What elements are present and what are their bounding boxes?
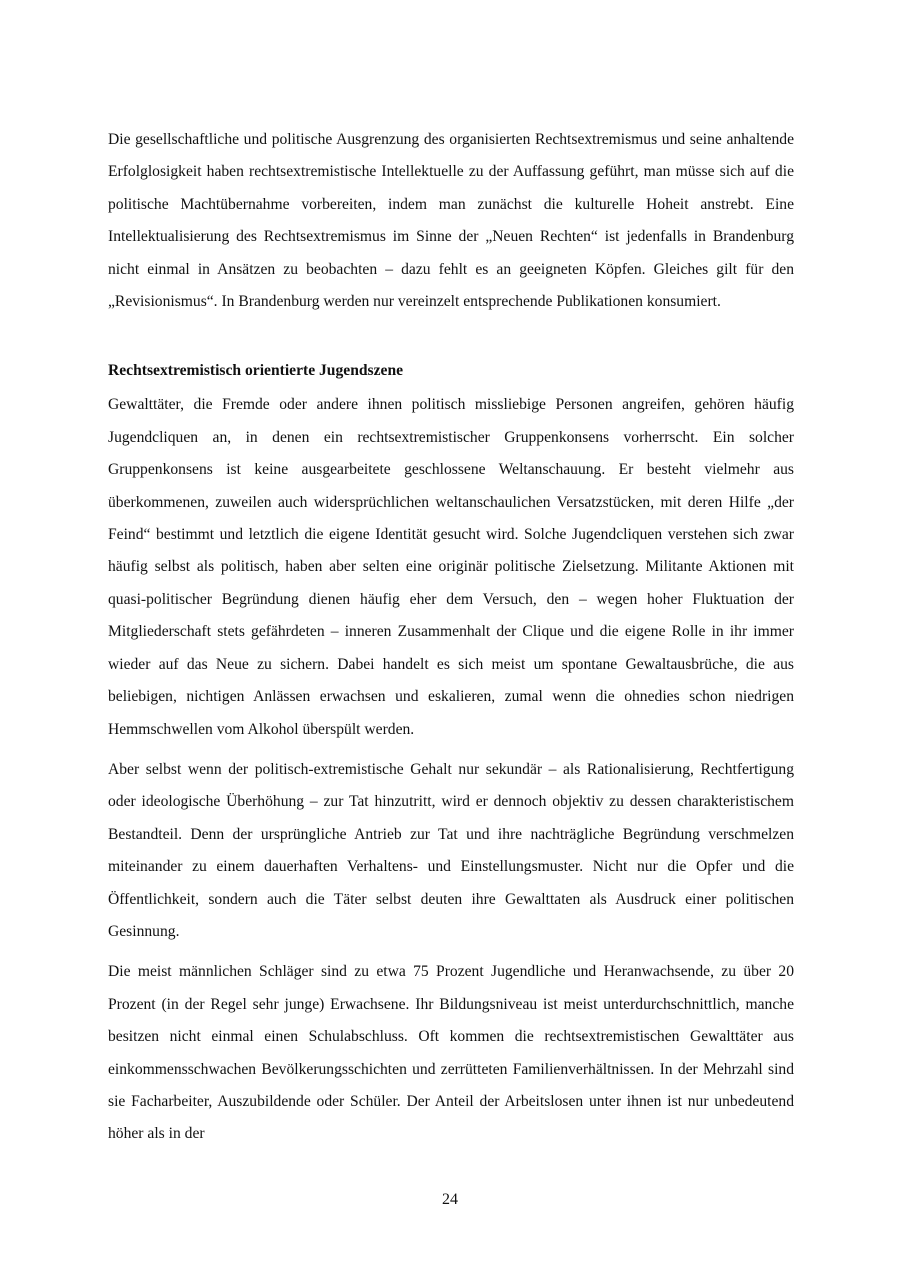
- paragraph-offender-profile: Die meist männlichen Schläger sind zu etwa 75 Prozent Jugendliche und Heranwachsende, zu über 20 Prozent (in der Regel sehr junge) Erwachsene. Ihr Bildungsniveau ist meist unterdurchschnittlich, manche besitzen nicht einmal einen Schulabschluss. Oft kommen die rechtsextremistischen Gewalttäter aus einkommensschwachen Bevölkerungsschichten und zerrütteten Familienverhältnissen. In der Mehrzahl sind sie Facharbeiter, Auszubildende oder Schüler. Der Anteil der Arbeitslosen unter ihnen ist nur unbedeutend höher als in der: [108, 963, 794, 1143]
- paragraph-political-content: Aber selbst wenn der politisch-extremistische Gehalt nur sekundär – als Rationalisierung, Rechtfertigung oder ideologische Überhöhung – zur Tat hinzutritt, wird er dennoch objektiv zu dessen charakteristischem Bestandteil. Denn der ursprüngliche Antrieb zur Tat und ihre nachträgliche Begründung verschmelzen miteinander zu einem dauerhaften Verhaltens- und Einstellungsmuster. Nicht nur die Opfer und die Öffentlichkeit, sondern auch die Täter selbst deuten ihre Gewalttaten als Ausdruck einer politischen Gesinnung.: [108, 760, 794, 940]
- paragraph-intellectualization: Die gesellschaftliche und politische Ausgrenzung des organisierten Rechtsextremismus und seine anhaltende Erfolglosigkeit haben rechtsextremistische Intellektuelle zu der Auffassung geführt, man müsse sich auf die politische Machtübernahme vorbereiten, indem man zunächst die kulturelle Hoheit anstrebt. Eine Intellektualisierung des Rechtsextremismus im Sinne der „Neuen Rechten“ ist jedenfalls in Brandenburg nicht einmal in Ansätzen zu beobachten – dazu fehlt es an geeigneten Köpfen. Gleiches gilt für den „Revisionismus“. In Brandenburg werden nur vereinzelt entsprechende Publikationen konsumiert.: [108, 131, 794, 311]
- page-number: 24: [442, 1191, 458, 1208]
- paragraph-youth-cliques: Gewalttäter, die Fremde oder andere ihnen politisch missliebige Personen angreifen, gehören häufig Jugendcliquen an, in denen ein rechtsextremistischer Gruppenkonsens vorherrscht. Ein solcher Gruppenkonsens ist keine ausgearbeitete geschlossene Weltanschauung. Er besteht vielmehr aus überkommenen, zuweilen auch widersprüchlichen weltanschaulichen Versatzstücken, mit deren Hilfe „der Feind“ bestimmt und letztlich die eigene Identität gesucht wird. Solche Jugendcliquen verstehen sich zwar häufig selbst als politisch, haben aber selten eine originär politische Zielsetzung. Militante Aktionen mit quasi-politischer Begründung dienen häufig eher dem Versuch, den – wegen hoher Fluktuation der Mitgliederschaft stets gefährdeten – inneren Zusammenhalt der Clique und die eigene Rolle in ihr immer wieder auf das Neue zu sichern. Dabei handelt es sich meist um spontane Gewaltausbrüche, die aus beliebigen, nichtigen Anlässen erwachsen und eskalieren, zumal wenn die ohnedies schon niedrigen Hemmschwellen vom Alkohol überspült werden.: [108, 396, 794, 738]
- section-heading: Rechtsextremistisch orientierte Jugendszene: [108, 362, 404, 380]
- page-content: [108, 124, 794, 1151]
